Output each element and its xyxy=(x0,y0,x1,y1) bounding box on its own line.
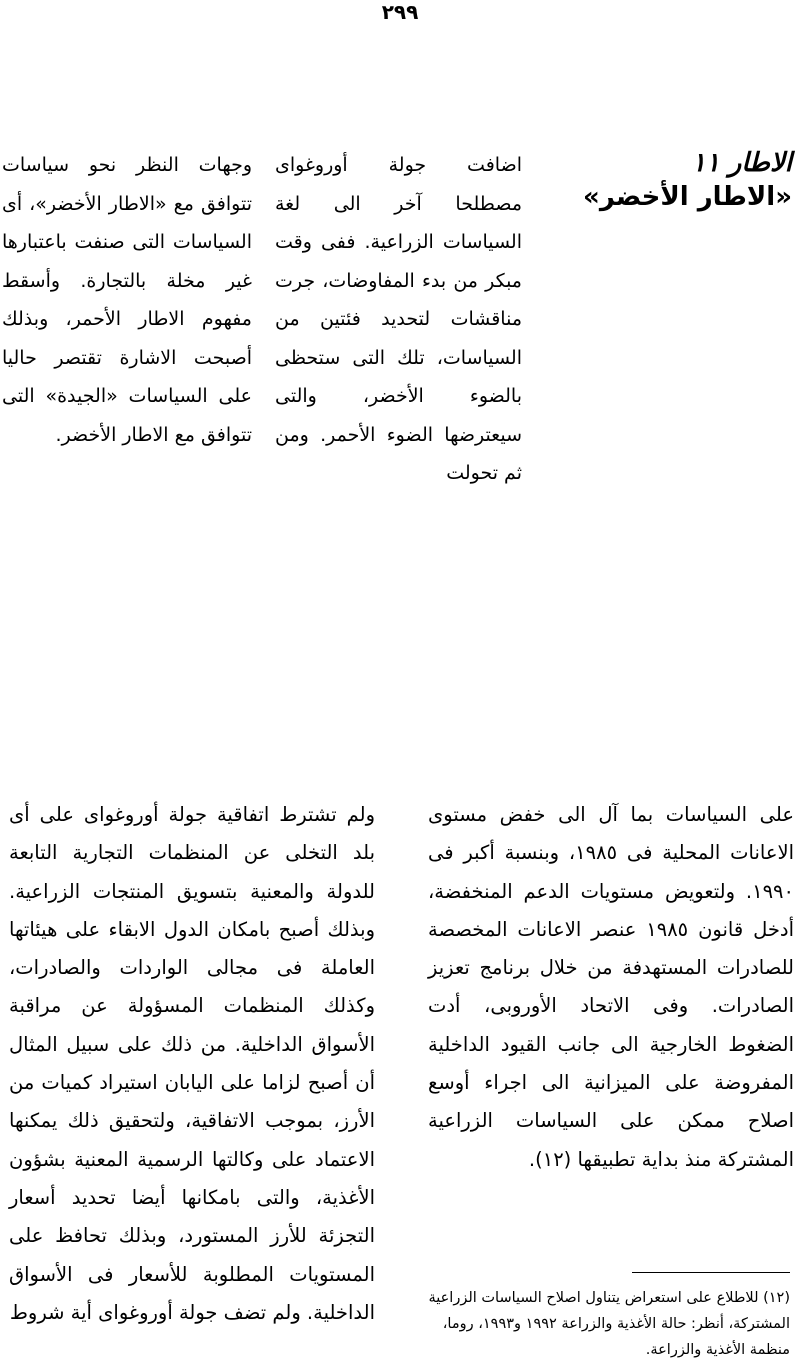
page-number: ٢٩٩ xyxy=(381,0,419,24)
box-column-1 xyxy=(275,146,522,493)
box-paragraph-1: اضافت جولة أوروغواى مصطلحا آخر الى لغة السياسات الزراعية. ففى وقت مبكر من بدء المفاوضات، جرت مناقشات لتحديد فئتين من السياسات، تلك التى ستحظى بالضوء الأخضر، والتى سيعترضها الضوء الأحمر. ومن ثم تحولت xyxy=(275,154,522,484)
main-column-2 xyxy=(9,796,375,1332)
box-title-name: «الاطار الأخضر» xyxy=(583,182,792,212)
main-paragraph-2: ولم تشترط اتفاقية جولة أوروغواى على أى بلد التخلى عن المنظمات التجارية التابعة للدولة والمعنية بتسويق المنتجات الزراعية. وبذلك أصبح بامكان الدول الابقاء على هيئاتها العاملة فى مجالى الواردات والصادرات، وكذلك المنظمات المسؤولة عن مراقبة الأسواق الداخلية. من ذلك على سبيل المثال أن أصبح لزاما على اليابان استيراد كميات من الأرز، بموجب الاتفاقية، ولتحقيق ذلك يمكنها الاعتماد على وكالتها الرسمية المعنية بشؤون الأغذية، والتى بامكانها أيضا تحديد أسعار التجزئة للأرز المستورد، وبذلك تحافظ على المستويات المطلوبة للأسعار فى الأسواق الداخلية. ولم تضف جولة أوروغواى أية شروط xyxy=(9,803,375,1324)
main-paragraph-1: على السياسات بما آل الى خفض مستوى الاعانات المحلية فى ١٩٨٥، وبنسبة أكبر فى ١٩٩٠. ولتعويض مستويات الدعم المنخفضة، أدخل قانون ١٩٨٥ عنصر الاعانات المخصصة للصادرات المستهدفة من خلال برنامج تعزيز الصادرات. وفى الاتحاد الأوروبى، أدت الضغوط الخارجية الى جانب القيود الداخلية المفروضة على الميزانية الى اجراء أوسع اصلاح ممكن على السياسات الزراعية المشتركة منذ بداية تطبيقها (١٢). xyxy=(428,803,795,1171)
box-paragraph-2: وجهات النظر نحو سياسات تتوافق مع «الاطار الأخضر»، أى السياسات التى صنفت باعتبارها غير مخلة بالتجارة. وأسقط مفهوم الاطار الأحمر، وبذلك أصبحت الاشارة تقتصر حاليا على السياسات «الجيدة» التى تتوافق مع الاطار الأخضر. xyxy=(2,154,252,446)
main-column-1 xyxy=(428,796,794,1179)
box-column-2 xyxy=(2,146,252,454)
footnote: (١٢) للاطلاع على استعراض يتناول اصلاح السياسات الزراعية المشتركة، أنظر: حالة الأغذية والزراعة ١٩٩٢ و١٩٩٣، روما، منظمة الأغذية والزراعة. xyxy=(428,1290,790,1358)
box-title-number: الاطار ١١ xyxy=(691,148,792,178)
box-title xyxy=(572,146,792,214)
footnote-divider xyxy=(632,1272,790,1273)
